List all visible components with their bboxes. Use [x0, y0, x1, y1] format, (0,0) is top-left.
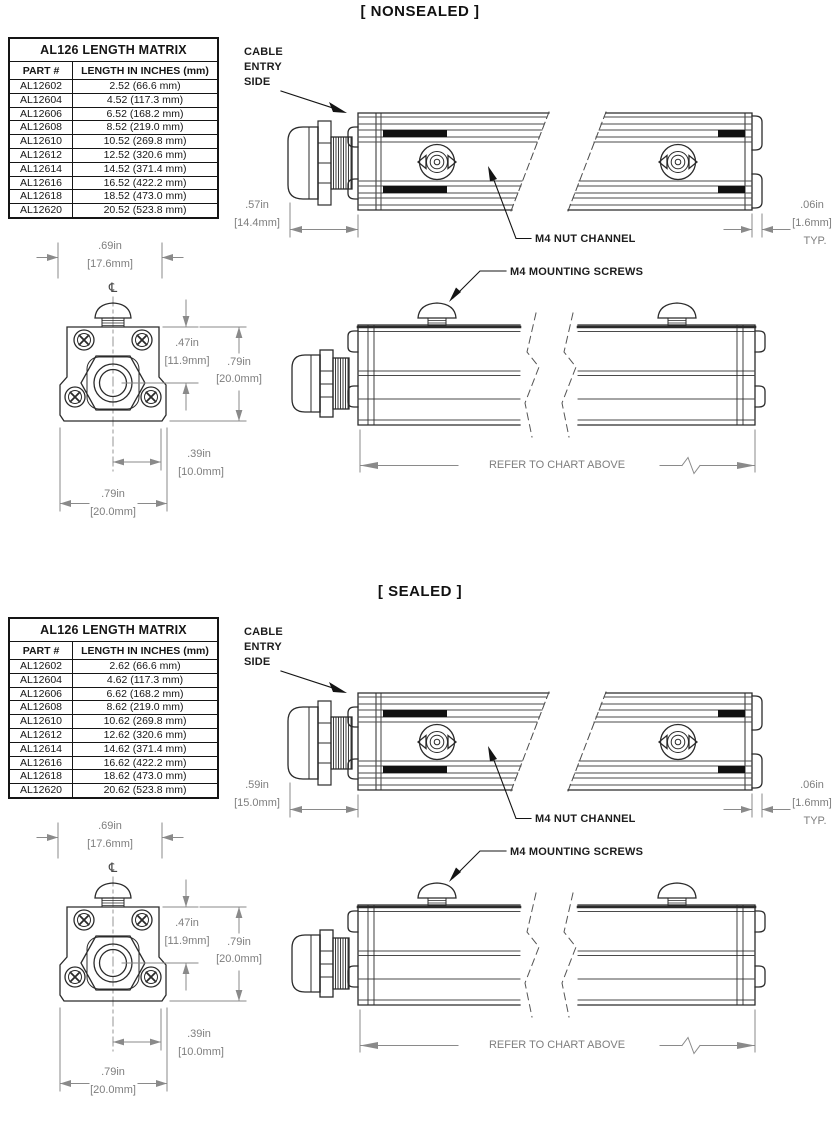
part-number: AL12612 — [9, 148, 73, 162]
dim-height-inches: .79in — [227, 356, 251, 368]
length-value: 2.62 (66.6 mm) — [73, 660, 219, 674]
part-number: AL12602 — [9, 80, 73, 94]
part-number: AL12618 — [9, 770, 73, 784]
dim-gland-mm: [14.4mm] — [234, 217, 280, 229]
dim-gland-inches: .59in — [245, 779, 269, 791]
dim-offset-mm: [10.0mm] — [178, 1046, 224, 1058]
dim-top-width-inches: .69in — [98, 240, 122, 252]
table-row — [9, 148, 218, 162]
length-value: 6.52 (168.2 mm) — [73, 107, 219, 121]
dim-top-width-inches: .69in — [98, 820, 122, 832]
dim-height-mm: [20.0mm] — [216, 953, 262, 965]
part-number: AL12616 — [9, 756, 73, 770]
section-title: [ NONSEALED ] — [360, 3, 480, 20]
dim-body-width-inches: .79in — [101, 488, 125, 500]
centerline-symbol: ℄ — [108, 280, 118, 295]
col-header-part: PART # — [9, 642, 73, 660]
dim-body-width-mm: [20.0mm] — [90, 1084, 136, 1096]
dim-depth-inches: .47in — [175, 337, 199, 349]
cable-entry-line: SIDE — [244, 656, 271, 668]
col-header-part: PART # — [9, 62, 73, 80]
part-number: AL12612 — [9, 728, 73, 742]
length-value: 14.52 (371.4 mm) — [73, 162, 219, 176]
refer-to-chart-label: REFER TO CHART ABOVE — [488, 459, 626, 471]
table-row — [9, 162, 218, 176]
cable-entry-label — [244, 45, 283, 90]
part-number: AL12614 — [9, 162, 73, 176]
part-number: AL12610 — [9, 135, 73, 149]
length-value: 12.62 (320.6 mm) — [73, 728, 219, 742]
table-row — [9, 80, 218, 94]
dim-depth-mm: [11.9mm] — [164, 355, 210, 367]
refer-to-chart-label: REFER TO CHART ABOVE — [488, 1039, 626, 1051]
length-value: 14.62 (371.4 mm) — [73, 742, 219, 756]
part-number: AL12614 — [9, 742, 73, 756]
table-row — [9, 204, 218, 218]
table-row — [9, 742, 218, 756]
dim-gland-mm: [15.0mm] — [234, 797, 280, 809]
dim-top-width-mm: [17.6mm] — [87, 258, 133, 270]
length-value: 6.62 (168.2 mm) — [73, 687, 219, 701]
length-value: 2.52 (66.6 mm) — [73, 80, 219, 94]
table-title: AL126 LENGTH MATRIX — [9, 38, 218, 62]
length-value: 12.52 (320.6 mm) — [73, 148, 219, 162]
nut-channel-label: M4 NUT CHANNEL — [535, 813, 636, 825]
dim-top-width-mm: [17.6mm] — [87, 838, 133, 850]
length-matrix-table — [8, 37, 219, 219]
length-value: 8.52 (219.0 mm) — [73, 121, 219, 135]
nonsealed-panel — [0, 0, 840, 560]
dim-depth-inches: .47in — [175, 917, 199, 929]
table-row — [9, 93, 218, 107]
cable-entry-line: ENTRY — [244, 641, 282, 653]
cable-entry-line: ENTRY — [244, 61, 282, 73]
mounting-screws-label: M4 MOUNTING SCREWS — [510, 846, 644, 858]
dim-height-mm: [20.0mm] — [216, 373, 262, 385]
dim-wall-mm: [1.6mm] — [792, 217, 832, 229]
length-value: 18.62 (473.0 mm) — [73, 770, 219, 784]
dim-depth-mm: [11.9mm] — [164, 935, 210, 947]
part-number: AL12606 — [9, 687, 73, 701]
col-header-length: LENGTH IN INCHES (mm) — [73, 642, 219, 660]
length-value: 16.52 (422.2 mm) — [73, 176, 219, 190]
length-value: 20.52 (523.8 mm) — [73, 204, 219, 218]
table-row — [9, 107, 218, 121]
dim-wall-typ: TYP. — [803, 235, 827, 247]
table-row — [9, 715, 218, 729]
col-header-length: LENGTH IN INCHES (mm) — [73, 62, 219, 80]
table-row — [9, 121, 218, 135]
section-title: [ SEALED ] — [377, 583, 463, 600]
table-title: AL126 LENGTH MATRIX — [9, 618, 218, 642]
dim-offset-mm: [10.0mm] — [178, 466, 224, 478]
part-number: AL12618 — [9, 190, 73, 204]
dim-wall-inches: .06in — [800, 199, 824, 211]
cable-entry-label — [244, 625, 283, 670]
part-number: AL12604 — [9, 93, 73, 107]
table-row — [9, 190, 218, 204]
table-row — [9, 660, 218, 674]
mounting-screws-label: M4 MOUNTING SCREWS — [510, 266, 644, 278]
table-row — [9, 701, 218, 715]
table-row — [9, 756, 218, 770]
part-number: AL12602 — [9, 660, 73, 674]
cable-entry-line: CABLE — [244, 626, 283, 638]
table-row — [9, 728, 218, 742]
dim-wall-typ: TYP. — [803, 815, 827, 827]
part-number: AL12608 — [9, 121, 73, 135]
cable-entry-line: SIDE — [244, 76, 271, 88]
part-number: AL12620 — [9, 784, 73, 798]
part-number: AL12610 — [9, 715, 73, 729]
dim-body-width-mm: [20.0mm] — [90, 506, 136, 518]
length-value: 10.62 (269.8 mm) — [73, 715, 219, 729]
part-number: AL12616 — [9, 176, 73, 190]
part-number: AL12604 — [9, 673, 73, 687]
length-value: 18.52 (473.0 mm) — [73, 190, 219, 204]
part-number: AL12608 — [9, 701, 73, 715]
table-row — [9, 687, 218, 701]
dim-height-inches: .79in — [227, 936, 251, 948]
table-row — [9, 176, 218, 190]
table-row — [9, 784, 218, 798]
dim-offset-inches: .39in — [187, 1028, 211, 1040]
length-matrix-table — [8, 617, 219, 799]
table-row — [9, 770, 218, 784]
dim-offset-inches: .39in — [187, 448, 211, 460]
length-value: 20.62 (523.8 mm) — [73, 784, 219, 798]
sealed-panel — [0, 580, 840, 1140]
length-value: 4.52 (117.3 mm) — [73, 93, 219, 107]
table-row — [9, 135, 218, 149]
dim-wall-inches: .06in — [800, 779, 824, 791]
length-value: 4.62 (117.3 mm) — [73, 673, 219, 687]
dim-body-width-inches: .79in — [101, 1066, 125, 1078]
length-value: 16.62 (422.2 mm) — [73, 756, 219, 770]
cable-entry-line: CABLE — [244, 46, 283, 58]
length-value: 8.62 (219.0 mm) — [73, 701, 219, 715]
centerline-symbol: ℄ — [108, 860, 118, 875]
dim-wall-mm: [1.6mm] — [792, 797, 832, 809]
nut-channel-label: M4 NUT CHANNEL — [535, 233, 636, 245]
part-number: AL12620 — [9, 204, 73, 218]
dim-gland-inches: .57in — [245, 199, 269, 211]
part-number: AL12606 — [9, 107, 73, 121]
length-value: 10.52 (269.8 mm) — [73, 135, 219, 149]
table-row — [9, 673, 218, 687]
